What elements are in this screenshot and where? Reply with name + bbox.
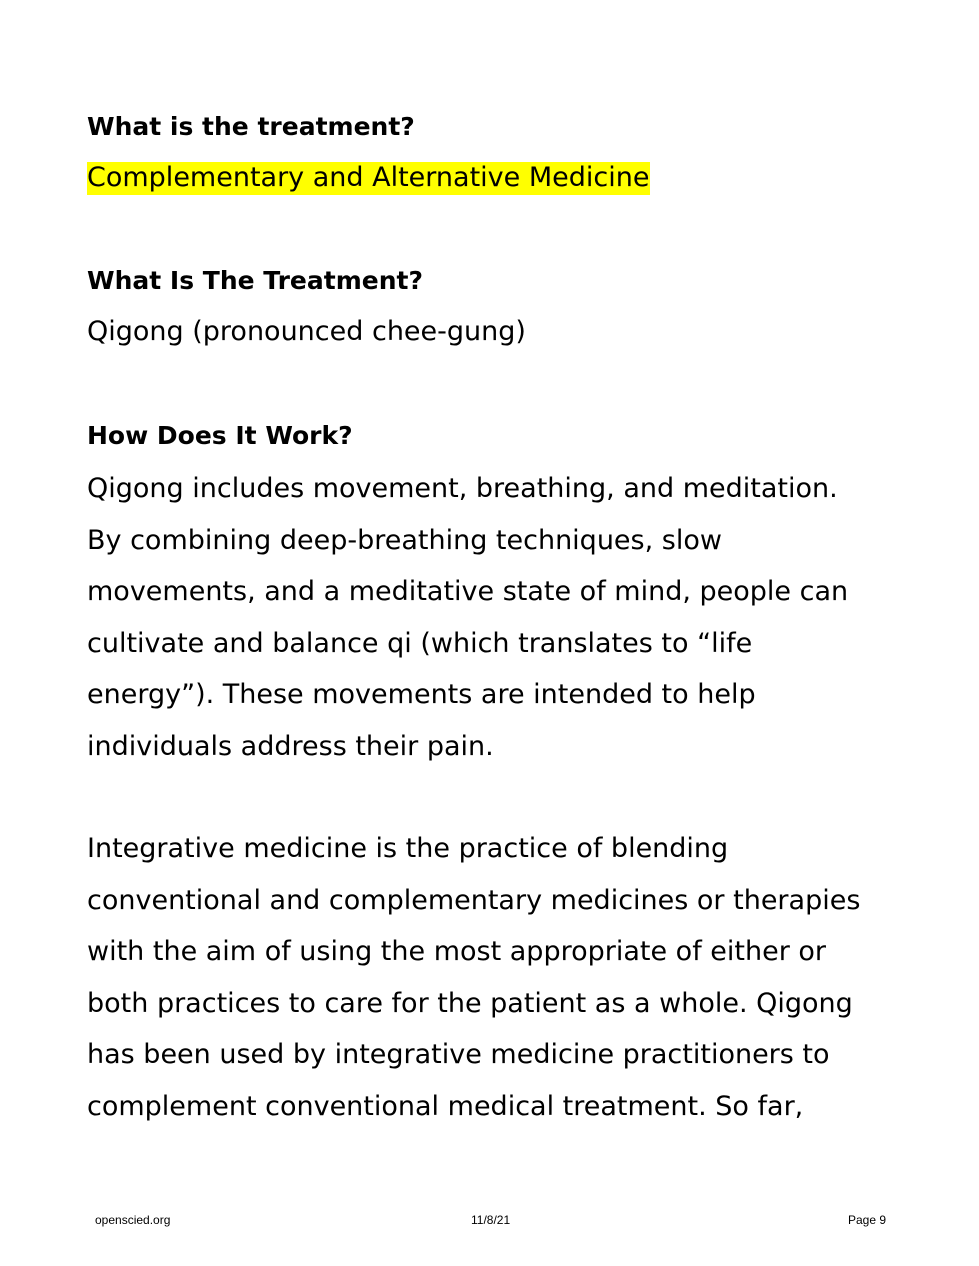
treatment-heading: What is the treatment? bbox=[87, 112, 415, 141]
footer-page-number: Page 9 bbox=[848, 1213, 887, 1227]
how-heading: How Does It Work? bbox=[87, 421, 353, 450]
what-heading: What Is The Treatment? bbox=[87, 266, 423, 295]
integrative-line: with the aim of using the most appropriate of either or bbox=[87, 936, 827, 967]
integrative-line: conventional and complementary medicines or therapies bbox=[87, 884, 861, 916]
how-line: individuals address their pain. bbox=[87, 730, 494, 762]
integrative-line: both practices to care for the patient as a whole. Qigong bbox=[87, 987, 853, 1019]
footer-date: 11/8/21 bbox=[471, 1213, 511, 1227]
how-line: By combining deep-breathing techniques, slow bbox=[87, 524, 722, 556]
integrative-paragraph bbox=[87, 823, 887, 1132]
integrative-line: Integrative medicine is the practice of blending bbox=[87, 833, 729, 864]
what-value: Qigong (pronounced chee-gung) bbox=[87, 316, 526, 347]
how-line: cultivate and balance qi (which translates to “life bbox=[87, 627, 753, 659]
how-line: energy”). These movements are intended to help bbox=[87, 679, 756, 710]
footer-site: openscied.org bbox=[95, 1213, 171, 1227]
integrative-line: has been used by integrative medicine practitioners to bbox=[87, 1039, 830, 1070]
how-line: Qigong includes movement, breathing, and meditation. bbox=[87, 473, 838, 504]
integrative-line: complement conventional medical treatment. So far, bbox=[87, 1090, 804, 1122]
treatment-value-highlighted: Complementary and Alternative Medicine bbox=[87, 162, 650, 193]
treatment-value-line bbox=[87, 160, 650, 196]
how-paragraph bbox=[87, 463, 887, 772]
how-line: movements, and a meditative state of mind, people can bbox=[87, 576, 849, 607]
